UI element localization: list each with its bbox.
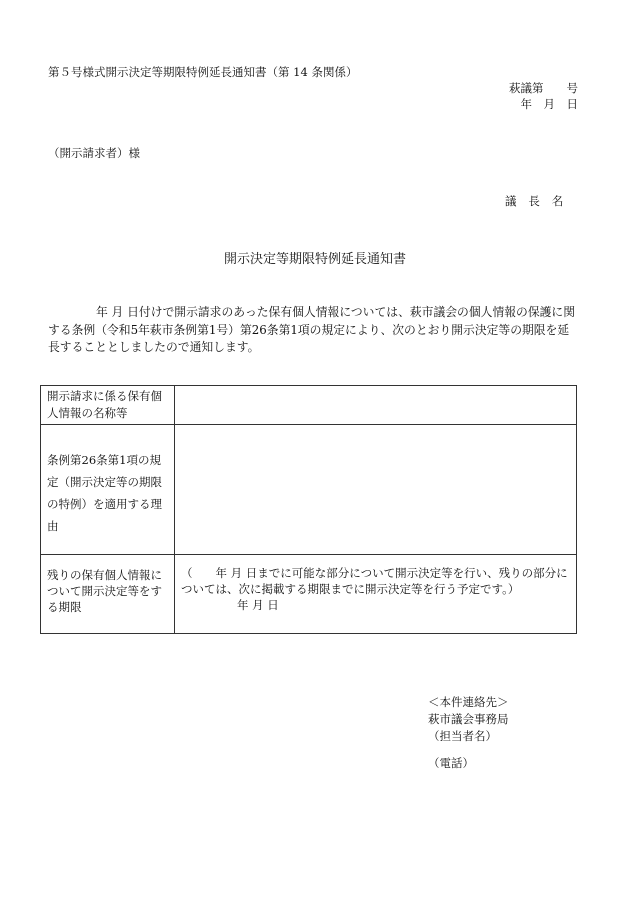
document-number: 萩議第 号 [509, 81, 578, 95]
contact-phone: （電話） [428, 756, 474, 770]
row3-value [175, 555, 577, 634]
contact-office: 萩市議会事務局 [428, 712, 509, 726]
table-row [41, 425, 577, 555]
contact-heading: ＜本件連絡先＞ [428, 695, 509, 709]
document-number-block [509, 80, 578, 112]
issuer: 議 長 名 [505, 194, 564, 208]
body-paragraph: 年 月 日付けで開示請求のあった保有個人情報については、萩市議会の個人情報の保護に関する条例（令和5年萩市条例第1号）第26条第1項の規定により、次のとおり開示決定等の期限を延長することとしましたので通知します。 [48, 305, 576, 354]
table-row [41, 386, 577, 425]
contact-block [428, 694, 509, 772]
recipient: （開示請求者）様 [48, 146, 140, 160]
document-title: 開示決定等期限特例延長通知書 [223, 252, 406, 267]
contact-person: （担当者名） [428, 729, 497, 743]
notice-table [40, 385, 577, 634]
document-date: 年 月 日 [520, 97, 578, 111]
row2-value [175, 425, 577, 555]
form-label: 第５号様式開示決定等期限特例延長通知書（第 14 条関係） [48, 65, 358, 79]
table-row [41, 555, 577, 634]
row3-label: 残りの保有個人情報について開示決定等をする期限 [41, 555, 175, 634]
row1-label: 開示請求に係る保有個人情報の名称等 [41, 386, 175, 425]
row2-label: 条例第26条第1項の規定（開示決定等の期限の特例）を適用する理由 [41, 425, 175, 555]
row1-value [175, 386, 577, 425]
row3-date: 年 月 日 [237, 598, 279, 612]
row3-text: （ 年 月 日までに可能な部分について開示決定等を行い、残りの部分については、次に掲載する期限までに開示決定等を行う予定です。） [181, 566, 568, 596]
